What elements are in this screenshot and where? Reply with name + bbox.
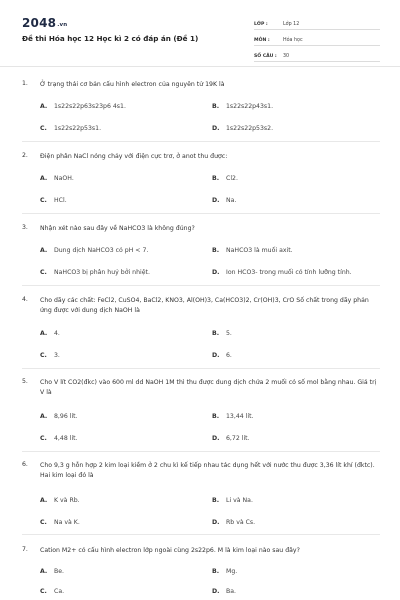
question-text: Ở trạng thái cơ bản cấu hình electron của nguyên tử 19K là (40, 81, 225, 88)
option-text: 6. (226, 352, 232, 359)
option-text: Dung dịch NaHCO3 có pH < 7. (54, 247, 149, 254)
question-number: 5. (22, 378, 28, 385)
option-letter: C. (40, 269, 47, 276)
option-a[interactable] (40, 413, 78, 420)
option-letter: A. (40, 413, 48, 420)
option-c[interactable] (40, 197, 67, 204)
option-c[interactable] (40, 125, 101, 132)
option-letter: C. (40, 125, 47, 132)
question-divider (22, 451, 380, 452)
question-divider (22, 285, 380, 286)
option-d[interactable] (212, 519, 255, 526)
logo-main: 2048 (22, 16, 57, 30)
question-text: Nhận xét nào sau đây về NaHCO3 là không đúng? (40, 225, 195, 232)
option-b[interactable] (212, 175, 238, 182)
option-letter: D. (212, 352, 220, 359)
option-text: 6,72 lít. (226, 435, 250, 442)
option-text: 4. (54, 330, 60, 337)
option-text: Li và Na. (226, 497, 253, 504)
meta-value: Hóa học (283, 38, 303, 43)
meta-label: MÔN : (254, 38, 270, 43)
option-letter: A. (40, 330, 48, 337)
option-text: Ion HCO3- trong muối có tính lưỡng tính. (226, 269, 352, 276)
option-b[interactable] (212, 247, 293, 254)
option-text: Na và K. (54, 519, 80, 526)
option-text: Ca. (54, 588, 65, 595)
option-text: 1s22s22p43s1. (226, 103, 274, 110)
option-a[interactable] (40, 568, 64, 575)
question-text: Cho 9,3 g hỗn hợp 2 kim loại kiềm ở 2 chu kì kế tiếp nhau tác dụng hết với nước thu được 3,36 lít khí (đktc). Hai kim loại đó là (40, 462, 375, 479)
option-d[interactable] (212, 588, 236, 595)
option-letter: D. (212, 197, 220, 204)
option-letter: C. (40, 352, 47, 359)
option-letter: B. (212, 103, 220, 110)
option-letter: B. (212, 568, 220, 575)
question-number: 6. (22, 461, 28, 468)
option-b[interactable] (212, 413, 254, 420)
option-text: NaOH. (54, 175, 74, 182)
question-text: Cation M2+ có cấu hình electron lớp ngoài cùng 2s22p6. M là kim loại nào sau đây? (40, 547, 300, 554)
question-text: Cho dãy các chất: FeCl2, CuSO4, BaCl2, KNO3, Al(OH)3, Ca(HCO3)2, Cr(OH)3, CrO Số chất trong dãy phản ứng được với dung dịch NaOH là (40, 297, 369, 314)
question-divider (22, 141, 380, 142)
option-text: 1s22s22p63s23p6 4s1. (54, 103, 126, 110)
option-text: HCl. (54, 197, 67, 204)
option-letter: A. (40, 568, 48, 575)
meta-row-subject (254, 30, 380, 46)
option-letter: B. (212, 247, 220, 254)
option-text: NaHCO3 là muối axit. (226, 247, 293, 254)
option-text: Rb và Cs. (226, 519, 256, 526)
option-c[interactable] (40, 352, 60, 359)
option-text: 13,44 lít. (226, 413, 254, 420)
option-text: Mg. (226, 568, 238, 575)
meta-row-grade (254, 14, 380, 30)
option-letter: D. (212, 588, 220, 595)
option-text: 5. (226, 330, 232, 337)
meta-row-count (254, 46, 380, 62)
option-c[interactable] (40, 269, 150, 276)
option-text: K và Rb. (54, 497, 80, 504)
option-text: 1s22s22p53s2. (226, 125, 274, 132)
question-number: 3. (22, 224, 28, 231)
option-letter: D. (212, 519, 220, 526)
option-text: Be. (54, 568, 65, 575)
question-number: 4. (22, 296, 28, 303)
option-a[interactable] (40, 497, 80, 504)
question-number: 7. (22, 546, 28, 553)
option-b[interactable] (212, 568, 237, 575)
question-divider (22, 368, 380, 369)
option-letter: D. (212, 125, 220, 132)
option-text: Na. (226, 197, 237, 204)
option-a[interactable] (40, 175, 74, 182)
question-number: 1. (22, 80, 28, 87)
question-text: Cho V lít CO2(đkc) vào 600 ml dd NaOH 1M thì thu được dung dịch chứa 2 muối có số mol bằng nhau. Giá trị V là (40, 379, 377, 396)
option-letter: C. (40, 435, 47, 442)
option-text: 3. (54, 352, 60, 359)
site-logo[interactable] (22, 16, 67, 30)
option-text: 4,48 lít. (54, 435, 78, 442)
meta-value: Lớp 12 (283, 22, 300, 27)
option-b[interactable] (212, 497, 253, 504)
option-letter: A. (40, 497, 48, 504)
logo-suffix: .vn (57, 22, 68, 28)
meta-label: LỚP : (254, 22, 268, 27)
option-letter: B. (212, 497, 220, 504)
option-c[interactable] (40, 588, 64, 595)
option-text: 1s22s22p53s1. (54, 125, 102, 132)
option-d[interactable] (212, 435, 250, 442)
option-d[interactable] (212, 269, 352, 276)
option-a[interactable] (40, 330, 60, 337)
option-letter: C. (40, 588, 47, 595)
option-b[interactable] (212, 330, 232, 337)
exam-meta (254, 14, 380, 62)
option-text: NaHCO3 bị phân huỷ bởi nhiệt. (54, 269, 150, 276)
option-a[interactable] (40, 103, 126, 110)
option-letter: B. (212, 175, 220, 182)
option-c[interactable] (40, 435, 78, 442)
meta-label: SỐ CÂU : (254, 54, 277, 59)
question-divider (22, 213, 380, 214)
option-letter: D. (212, 269, 220, 276)
option-letter: B. (212, 413, 220, 420)
option-letter: C. (40, 519, 47, 526)
question-number: 2. (22, 152, 28, 159)
exam-title: Đề thi Hóa học 12 Học kì 2 có đáp án (Đề 1) (22, 34, 199, 43)
option-b[interactable] (212, 103, 273, 110)
option-d[interactable] (212, 352, 232, 359)
option-d[interactable] (212, 197, 236, 204)
question-text: Điện phân NaCl nóng chảy với điện cực trơ, ở anot thu được: (40, 153, 228, 160)
option-letter: C. (40, 197, 47, 204)
option-d[interactable] (212, 125, 273, 132)
meta-value: 30 (283, 54, 290, 59)
option-text: 8,96 lít. (54, 413, 78, 420)
option-letter: A. (40, 103, 48, 110)
option-text: Cl2. (226, 175, 238, 182)
option-letter: A. (40, 175, 48, 182)
option-a[interactable] (40, 247, 148, 254)
question-divider (22, 534, 380, 535)
option-letter: B. (212, 330, 220, 337)
option-letter: A. (40, 247, 48, 254)
option-text: Ba. (226, 588, 237, 595)
option-c[interactable] (40, 519, 80, 526)
exam-header (0, 0, 400, 67)
option-letter: D. (212, 435, 220, 442)
